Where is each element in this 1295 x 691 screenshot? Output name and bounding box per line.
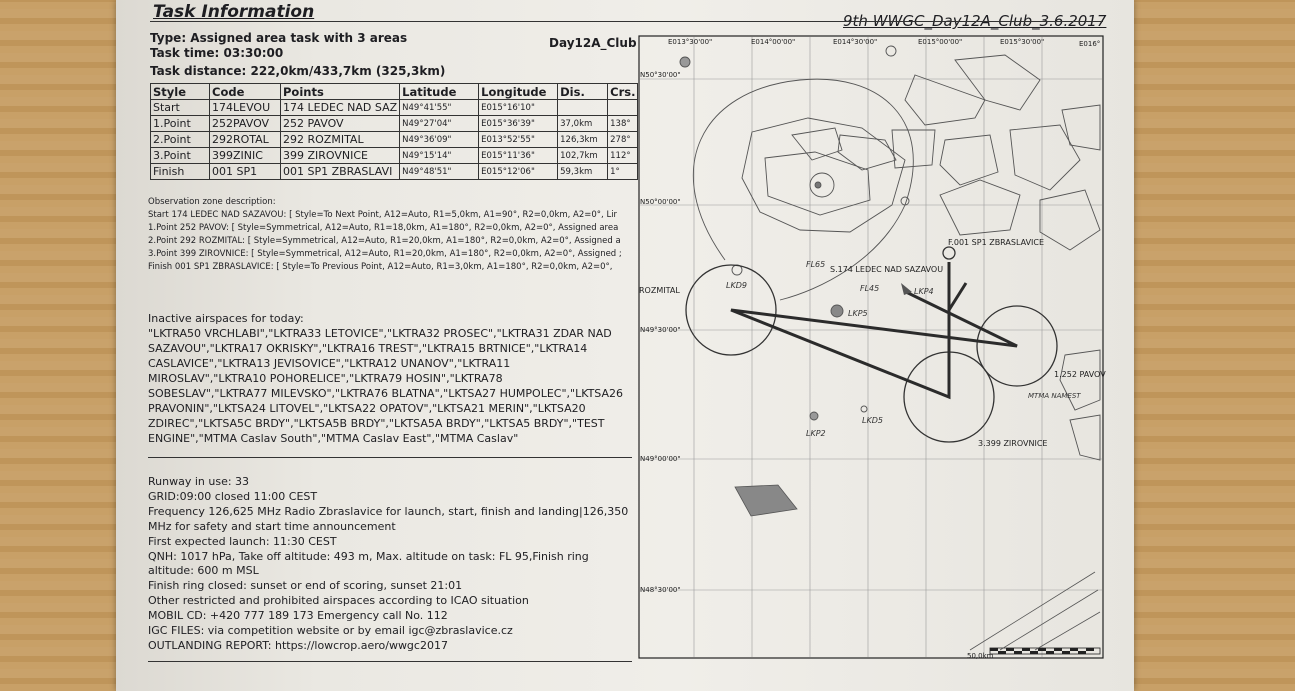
- briefing-line: MOBIL CD: +420 777 189 173 Emergency call No. 112: [148, 609, 448, 623]
- finish-ring: [943, 247, 955, 259]
- briefing-line: QNH: 1017 hPa, Take off altitude: 493 m, Max. altitude on task: FL 95,Finish ring: [148, 549, 589, 563]
- task-time: Task time: 03:30:00: [150, 46, 284, 60]
- lon-label: E013°30'00": [668, 38, 713, 46]
- label-pavov: 1.252 PAVOV: [1054, 370, 1106, 379]
- label-finish: F.001 SP1 ZBRASLAVICE: [948, 238, 1045, 247]
- table-cell: 174 LEDEC NAD SAZ: [281, 100, 400, 116]
- inactive-airspaces-line: CASLAVICE","LKTRA13 JEVISOVICE","LKTRA12 UNANOV","LKTRA11: [148, 357, 511, 370]
- handwritten-note: LKD5: [862, 416, 883, 425]
- inactive-airspaces-line: "LKTRA50 VRCHLABI","LKTRA33 LETOVICE","LKTRA32 PROSEC","LKTRA31 ZDAR NAD: [148, 327, 612, 340]
- label-zirovnice: 3.399 ZIROVNICE: [978, 439, 1048, 448]
- table-cell: 292ROTAL: [210, 132, 281, 148]
- observation-line: Start 174 LEDEC NAD SAZAVOU: [ Style=To Next Point, A12=Auto, R1=5,0km, A1=90°, R2=0,0km, A2=0°, Lir: [148, 210, 618, 220]
- lat-label: N49°30'00": [640, 326, 681, 334]
- table-cell: E015°16'10": [479, 100, 558, 116]
- column-header: Code: [210, 84, 281, 100]
- table-cell: 292 ROZMITAL: [281, 132, 400, 148]
- handwritten-note: LKD9: [726, 281, 747, 290]
- column-header: Dis.: [558, 84, 608, 100]
- lat-label: N50°00'00": [640, 198, 681, 206]
- observation-line: 2.Point 292 ROZMITAL: [ Style=Symmetrical, A12=Auto, R1=20,0km, A1=180°, R2=0,0km, A2=0°, Assigned a: [148, 236, 621, 246]
- column-header: Points: [281, 84, 400, 100]
- handwritten-note: FL65: [806, 260, 826, 269]
- column-header: Style: [151, 84, 210, 100]
- briefing-line: IGC FILES: via competition website or by email igc@zbraslavice.cz: [148, 624, 513, 638]
- table-cell: N49°36'09": [400, 132, 479, 148]
- table-cell: E015°11'36": [479, 148, 558, 164]
- table-cell: 2.Point: [151, 132, 210, 148]
- lon-label: E014°30'00": [833, 38, 878, 46]
- task-distance: Task distance: 222,0km/433,7km (325,3km): [150, 64, 446, 78]
- scale-bar: [990, 648, 1100, 654]
- task-type: Type: Assigned area task with 3 areas: [150, 31, 408, 45]
- table-cell: N49°41'55": [400, 100, 479, 116]
- table-cell: 138°: [608, 116, 638, 132]
- table-cell: 59,3km: [558, 164, 608, 180]
- table-cell: 126,3km: [558, 132, 608, 148]
- briefing-line: GRID:09:00 closed 11:00 CEST: [148, 489, 318, 503]
- table-cell: N49°27'04": [400, 116, 479, 132]
- handwritten-note: MTMA NAMEST: [1028, 392, 1081, 400]
- observation-heading: Observation zone description:: [148, 197, 276, 207]
- label-rozmital: ROZMITAL: [639, 286, 680, 295]
- table-cell: E013°52'55": [479, 132, 558, 148]
- lon-label: E015°30'00": [1000, 38, 1045, 46]
- table-cell: E015°36'39": [479, 116, 558, 132]
- table-cell: 102,7km: [558, 148, 608, 164]
- lon-label: E016°: [1079, 40, 1101, 48]
- task-name: Day12A_Club: [549, 36, 637, 50]
- inactive-airspaces-line: ENGINE","MTMA Caslav South","MTMA Caslav East","MTMA Caslav": [148, 432, 519, 445]
- table-cell: 3.Point: [151, 148, 210, 164]
- lat-label: N48°30'00": [640, 586, 681, 594]
- observation-line: 3.Point 399 ZIROVNICE: [ Style=Symmetrical, A12=Auto, R1=20,0km, A1=180°, R2=0,0km, A2=0°, Assigned ;: [148, 249, 622, 259]
- map-grid: [640, 37, 1102, 657]
- briefing-line: First expected launch: 11:30 CEST: [148, 534, 337, 548]
- table-cell: 174LEVOU: [210, 100, 281, 116]
- observation-line: 1.Point 252 PAVOV: [ Style=Symmetrical, A12=Auto, R1=18,0km, A1=180°, R2=0,0km, A2=0°, Assigned area: [148, 223, 619, 233]
- boundary-lines: [970, 572, 1100, 650]
- handwritten-note: FL45: [860, 284, 880, 293]
- airfield-markers: [680, 46, 909, 420]
- inactive-airspaces-line: ZDIREC","LKTSA5C BRDY","LKTSA5B BRDY","LKTSA5A BRDY","LKTSA5 BRDY","TEST: [148, 417, 605, 430]
- page-title: Task Information: [153, 2, 315, 22]
- briefing-line: MHz for safety and start time announcement: [148, 519, 396, 533]
- inactive-airspaces-line: PRAVONIN","LKTSA24 LITOVEL","LKTSA22 OPATOV","LKTSA21 MERIN","LKTSA20: [148, 402, 586, 415]
- briefing-line: OUTLANDING REPORT: https://lowcrop.aero/wwgc2017: [148, 638, 448, 652]
- briefing-line: Frequency 126,625 MHz Radio Zbraslavice for launch, start, finish and landing|126,350: [148, 504, 629, 518]
- lat-label: N50°30'00": [640, 71, 681, 79]
- table-cell: 399 ZIROVNICE: [281, 148, 400, 164]
- table-cell: 252 PAVOV: [281, 116, 400, 132]
- handwritten-note: LKP2: [806, 429, 826, 438]
- inactive-airspaces-heading: Inactive airspaces for today:: [148, 312, 304, 325]
- handwritten-note: LKP4: [914, 287, 934, 296]
- table-cell: Start: [151, 100, 210, 116]
- lon-label: E014°00'00": [751, 38, 796, 46]
- map-frame: [639, 36, 1103, 658]
- table-cell: 399ZINIC: [210, 148, 281, 164]
- briefing-line: Runway in use: 33: [148, 475, 250, 488]
- column-header: Latitude: [400, 84, 479, 100]
- table-cell: Finish: [151, 164, 210, 180]
- inactive-airspaces-line: SOBESLAV","LKTRA77 MILEVSKO","LKTRA76 BLATNA","LKTSA27 HUMPOLEC","LKTSA26: [148, 387, 624, 400]
- column-header: Longitude: [479, 84, 558, 100]
- table-cell: 1°: [608, 164, 638, 180]
- inactive-airspaces-line: SAZAVOU","LKTRA17 OKRISKY","LKTRA16 TREST","LKTRA15 BRTNICE","LKTRA14: [148, 342, 588, 355]
- table-cell: 1.Point: [151, 116, 210, 132]
- competition-day-title: 9th WWGC_Day12A_Club_3.6.2017: [843, 12, 1107, 30]
- table-cell: 278°: [608, 132, 638, 148]
- lat-label: N49°00'00": [640, 455, 681, 463]
- table-cell: N49°15'14": [400, 148, 479, 164]
- table-cell: 001 SP1: [210, 164, 281, 180]
- briefing-line: altitude: 600 m MSL: [148, 564, 259, 578]
- table-cell: 001 SP1 ZBRASLAVI: [281, 164, 400, 180]
- column-header: Crs.: [608, 84, 638, 100]
- label-scale: 50,0km: [967, 652, 994, 660]
- table-cell: 37,0km: [558, 116, 608, 132]
- label-start: S.174 LEDEC NAD SAZAVOU: [830, 265, 944, 274]
- table-cell: 112°: [608, 148, 638, 164]
- handwritten-note: LKP5: [848, 309, 868, 318]
- briefing-line: Finish ring closed: sunset or end of scoring, sunset 21:01: [148, 579, 463, 593]
- briefing-line: Other restricted and prohibited airspaces according to ICAO situation: [148, 594, 529, 608]
- table-cell: N49°48'51": [400, 164, 479, 180]
- lon-label: E015°00'00": [918, 38, 963, 46]
- table-cell: E015°12'06": [479, 164, 558, 180]
- table-cell: 252PAVOV: [210, 116, 281, 132]
- inactive-airspaces-line: MIROSLAV","LKTRA10 POHORELICE","LKTRA79 HOSIN","LKTRA78: [148, 372, 503, 385]
- restricted-area: [735, 485, 797, 516]
- task-course: [731, 262, 1017, 397]
- observation-line: Finish 001 SP1 ZBRASLAVICE: [ Style=To Previous Point, A12=Auto, R1=3,0km, A1=180°, R2=0,0km, A2=0°,: [148, 262, 613, 272]
